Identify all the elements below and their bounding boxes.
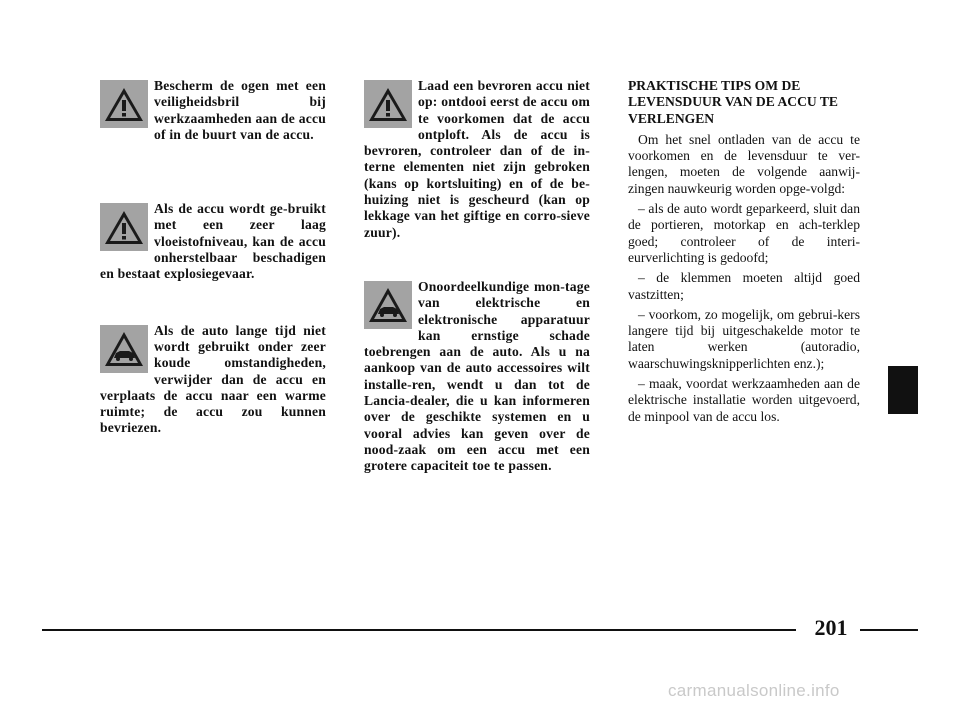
warning-cold-storage bbox=[100, 323, 326, 437]
warning-triangle-icon bbox=[100, 80, 148, 128]
warning-text: Als de auto lange tijd niet wordt gebruikt onder zeer koude omstandigheden, verwijder dan de accu en verplaats de accu naar een warme ruimte; de accu zou kunnen bevriezen. bbox=[100, 322, 326, 436]
warning-text: Laad een bevroren accu niet op: ontdooi eerst de accu om te voorkomen dat de accu ontploft. Als de accu is bevroren, controleer dan of de in-terne elementen niet zijn gebroken (kans op kortsluiting) en of de be-huizing niet is gescheurd (kan op lekkage van het giftige en corro-sieve zuur). bbox=[364, 78, 590, 240]
warning-low-fluid bbox=[100, 201, 326, 282]
footer-rule bbox=[42, 629, 796, 631]
footer-rule bbox=[860, 629, 918, 631]
column-left bbox=[100, 78, 326, 437]
chapter-tab-marker bbox=[888, 366, 918, 414]
car-triangle-icon bbox=[100, 325, 148, 373]
page-number: 201 bbox=[814, 615, 848, 640]
tip-item: – maak, voordat werkzaamheden aan de elektrische installatie worden uitgevoerd, de minpool van de accu los. bbox=[628, 376, 860, 424]
section-heading: PRAKTISCHE TIPS OM DE LEVENSDUUR VAN DE ACCU TE VERLENGEN bbox=[628, 78, 838, 126]
warning-eye-protection bbox=[100, 78, 326, 143]
column-middle bbox=[364, 78, 590, 475]
watermark: carmanualsonline.info bbox=[668, 681, 840, 700]
warning-triangle-icon bbox=[364, 80, 412, 128]
tip-item: – de klemmen moeten altijd goed vastzitten; bbox=[628, 270, 860, 302]
tip-item: – als de auto wordt geparkeerd, sluit dan de portieren, motorkap en ach-terklep goed; controleer of de interi-eurverlichting is gedoofd; bbox=[628, 201, 860, 265]
warning-triangle-icon bbox=[100, 203, 148, 251]
warning-text: Bescherm de ogen met een veiligheidsbril bij werkzaamheden aan de accu of in de buurt van de accu. bbox=[154, 78, 326, 142]
car-triangle-icon bbox=[364, 281, 412, 329]
tip-item: – voorkom, zo mogelijk, om gebrui-kers langere tijd bij uitgeschakelde motor te laten werken (autoradio, waarschuwingsknipperlichten enz.); bbox=[628, 306, 860, 371]
warning-frozen-battery bbox=[364, 78, 590, 241]
column-right bbox=[628, 78, 860, 429]
warning-text: Onoordeelkundige mon-tage van elektrische en elektronische apparatuur kan ernstige schade toebrengen aan de auto. Als u na aankoop van de auto accessoires wilt installe-ren, wendt u dan tot de Lancia-dealer, die u kan informeren over de geschikte systemen en u vooral advies kan geven over de nood-zaak om een accu met een grotere capaciteit toe te passen. bbox=[364, 278, 590, 474]
warning-text: Als de accu wordt ge-bruikt met een zeer laag vloeistofniveau, kan de accu onherstelbaar beschadigen en bestaat explosiegevaar. bbox=[100, 201, 326, 282]
intro-paragraph: Om het snel ontladen van de accu te voorkomen en de levensduur te ver-lengen, moeten de volgende aanwij-zingen nauwkeurig worden opge-volgd: bbox=[628, 131, 860, 196]
warning-electrical-accessories bbox=[364, 279, 590, 475]
